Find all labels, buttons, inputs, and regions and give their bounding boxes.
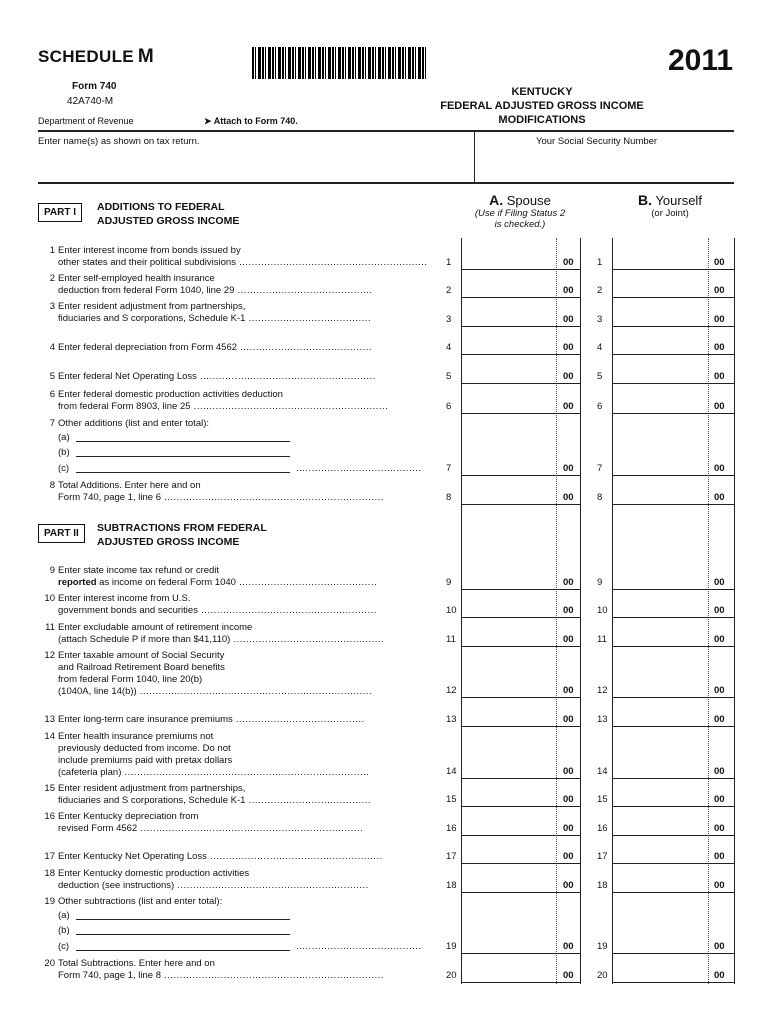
line-7-text: 7 Other additions (list and enter total): <box>49 418 210 429</box>
line-1-amount-b[interactable] <box>612 269 734 270</box>
line-13-cents-a: 00 <box>563 714 574 725</box>
line-5-amount-a[interactable] <box>461 383 581 384</box>
line-7-amount-a[interactable] <box>461 475 581 476</box>
line-2-cents-b: 00 <box>714 285 725 296</box>
line-5-amount-b[interactable] <box>612 383 734 384</box>
line-2-number-b: 2 <box>597 285 603 296</box>
line-11-amount-a[interactable] <box>461 646 581 647</box>
line-20-cents-a: 00 <box>563 970 574 981</box>
line-18-text: 18 Enter Kentucky domestic production activities deduction (see instructions) ............................................................. <box>44 868 369 891</box>
line-11-amount-b[interactable] <box>612 646 734 647</box>
line-18-amount-b[interactable] <box>612 892 734 893</box>
line-3-number-b: 3 <box>597 314 603 325</box>
line-19a-label: (a) <box>58 910 70 921</box>
barcode <box>252 47 428 79</box>
line-13-number-b: 13 <box>597 714 608 725</box>
line-10-cents-b: 00 <box>714 605 725 616</box>
line-20-text: 20 Total Subtractions. Enter here and on Form 740, page 1, line 8 ...................................................................... <box>44 958 384 981</box>
line-10-cents-a: 00 <box>563 605 574 616</box>
line-10-amount-a[interactable] <box>461 617 581 618</box>
line-20-number-b: 20 <box>597 970 608 981</box>
part-2-label: PART II <box>38 524 85 543</box>
line-4-number-b: 4 <box>597 342 603 353</box>
department: Department of Revenue <box>38 116 134 126</box>
attach-instruction: ➤ Attach to Form 740. <box>204 116 298 126</box>
column-a-heading: A. Spouse (Use if Filing Status 2 is checked.) <box>474 192 566 230</box>
line-11-number-b: 11 <box>597 634 607 645</box>
line-3-cents-b: 00 <box>714 314 725 325</box>
name-entry-line[interactable] <box>38 182 734 184</box>
line-2-number-a: 2 <box>446 285 452 296</box>
line-11-number-a: 11 <box>446 634 456 645</box>
line-5-cents-a: 00 <box>563 371 574 382</box>
line-8-amount-a[interactable] <box>461 504 581 505</box>
line-18-cents-b: 00 <box>714 880 725 891</box>
line-7-number-a: 7 <box>446 463 452 474</box>
ssn-label: Your Social Security Number <box>536 136 658 147</box>
line-1-cents-a: 00 <box>563 257 574 268</box>
line-19b-entry[interactable] <box>76 934 290 935</box>
line-13-amount-b[interactable] <box>612 726 734 727</box>
line-16-text: 16 Enter Kentucky depreciation from revised Form 4562 ....................................................................... <box>44 811 364 834</box>
line-19c-label: (c) <box>58 941 70 952</box>
line-16-cents-a: 00 <box>563 823 574 834</box>
line-13-text: 13 Enter long-term care insurance premiums ......................................... <box>44 714 365 725</box>
line-17-cents-a: 00 <box>563 851 574 862</box>
line-18-number-a: 18 <box>446 880 457 891</box>
line-18-amount-a[interactable] <box>461 892 581 893</box>
form-title: KENTUCKY FEDERAL ADJUSTED GROSS INCOME MODIFICATIONS <box>440 86 644 126</box>
column-b-heading: B. Yourself (or Joint) <box>638 192 702 219</box>
line-8-number-b: 8 <box>597 492 603 503</box>
line-14-amount-b[interactable] <box>612 778 734 779</box>
line-1-text: 1 Enter interest income from bonds issued by other states and their political subdivisions ............................................................ <box>49 245 428 268</box>
line-8-amount-b[interactable] <box>612 504 734 505</box>
line-3-cents-a: 00 <box>563 314 574 325</box>
line-17-cents-b: 00 <box>714 851 725 862</box>
line-6-text: 6 Enter federal domestic production activities deduction from federal Form 8903, line 25 .............................................................. <box>49 389 389 412</box>
line-19c-entry[interactable] <box>76 950 290 951</box>
line-17-text: 17 Enter Kentucky Net Operating Loss ....................................................... <box>44 851 383 862</box>
line-6-amount-a[interactable] <box>461 413 581 414</box>
line-16-amount-b[interactable] <box>612 835 734 836</box>
line-17-number-a: 17 <box>446 851 457 862</box>
line-3-number-a: 3 <box>446 314 452 325</box>
line-7a-entry[interactable] <box>76 441 290 442</box>
line-2-amount-a[interactable] <box>461 297 581 298</box>
line-15-number-a: 15 <box>446 794 457 805</box>
line-2-text: 2 Enter self-employed health insurance deduction from federal Form 1040, line 29 ........................................... <box>49 273 373 296</box>
line-10-number-b: 10 <box>597 605 608 616</box>
line-8-cents-b: 00 <box>714 492 725 503</box>
line-5-cents-b: 00 <box>714 371 725 382</box>
line-14-cents-a: 00 <box>563 766 574 777</box>
line-12-cents-b: 00 <box>714 685 725 696</box>
line-7b-label: (b) <box>58 447 70 458</box>
line-13-amount-a[interactable] <box>461 726 581 727</box>
line-7c-label: (c) <box>58 463 70 474</box>
line-1-amount-a[interactable] <box>461 269 581 270</box>
line-19-number-b: 19 <box>597 941 608 952</box>
line-6-cents-a: 00 <box>563 401 574 412</box>
line-10-number-a: 10 <box>446 605 457 616</box>
part-2-title: SUBTRACTIONS FROM FEDERAL ADJUSTED GROSS INCOME <box>97 522 267 548</box>
part-1-label: PART I <box>38 203 82 222</box>
line-14-number-b: 14 <box>597 766 608 777</box>
line-6-amount-b[interactable] <box>612 413 734 414</box>
line-8-text: 8 Total Additions. Enter here and on Form 740, page 1, line 6 ...................................................................... <box>49 480 384 503</box>
line-18-cents-a: 00 <box>563 880 574 891</box>
line-1-cents-b: 00 <box>714 257 725 268</box>
line-6-number-b: 6 <box>597 401 603 412</box>
line-15-number-b: 15 <box>597 794 608 805</box>
schedule-title: SCHEDULE M <box>38 46 155 67</box>
line-7c-entry[interactable] <box>76 472 290 473</box>
line-6-number-a: 6 <box>446 401 452 412</box>
line-4-cents-a: 00 <box>563 342 574 353</box>
line-12-text: 12 Enter taxable amount of Social Security and Railroad Retirement Board benefits from federal Form 1040, line 20(b) (1040A, line 14(b)) .......................................................................... <box>44 650 373 697</box>
line-20-number-a: 20 <box>446 970 457 981</box>
line-14-cents-b: 00 <box>714 766 725 777</box>
line-20-amount-a[interactable] <box>461 982 581 983</box>
line-5-text: 5 Enter federal Net Operating Loss ........................................................ <box>49 371 376 382</box>
names-label: Enter name(s) as shown on tax return. <box>38 136 200 147</box>
line-17-amount-b[interactable] <box>612 863 734 864</box>
line-3-text: 3 Enter resident adjustment from partnerships, fiduciaries and S corporations, Schedule K-1 ....................................... <box>49 301 372 324</box>
line-14-text: 14 Enter health insurance premiums not previously deducted from income. Do not include premiums paid with pretax dollars (cafeteria plan) .............................................................................. <box>44 731 370 778</box>
line-3-amount-b[interactable] <box>612 326 734 327</box>
line-12-amount-a[interactable] <box>461 697 581 698</box>
line-8-cents-a: 00 <box>563 492 574 503</box>
line-7-cents-a: 00 <box>563 463 574 474</box>
line-12-amount-b[interactable] <box>612 697 734 698</box>
line-16-number-a: 16 <box>446 823 457 834</box>
part-1-title: ADDITIONS TO FEDERAL ADJUSTED GROSS INCOME <box>97 201 240 227</box>
line-10-text: 10 Enter interest income from U.S. government bonds and securities ........................................................ <box>44 593 377 616</box>
form-id: 42A740-M <box>67 96 114 107</box>
line-14-amount-a[interactable] <box>461 778 581 779</box>
line-19-text: 19 Other subtractions (list and enter total): <box>44 896 223 907</box>
line-5-number-a: 5 <box>446 371 452 382</box>
line-14-number-a: 14 <box>446 766 457 777</box>
line-9-cents-b: 00 <box>714 577 725 588</box>
line-19-amount-a[interactable] <box>461 953 581 954</box>
line-2-amount-b[interactable] <box>612 297 734 298</box>
line-4-amount-b[interactable] <box>612 354 734 355</box>
line-13-cents-b: 00 <box>714 714 725 725</box>
line-15-text: 15 Enter resident adjustment from partnerships, fiduciaries and S corporations, Schedule K-1 ....................................... <box>44 783 372 806</box>
line-10-amount-b[interactable] <box>612 617 734 618</box>
line-4-amount-a[interactable] <box>461 354 581 355</box>
line-19-cents-a: 00 <box>563 941 574 952</box>
line-5-number-b: 5 <box>597 371 603 382</box>
line-3-amount-a[interactable] <box>461 326 581 327</box>
line-9-number-b: 9 <box>597 577 603 588</box>
line-19-number-a: 19 <box>446 941 457 952</box>
line-4-number-a: 4 <box>446 342 452 353</box>
line-11-text: 11 Enter excludable amount of retirement income (attach Schedule P if more than $41,110) ................................................ <box>45 622 385 645</box>
line-7b-entry[interactable] <box>76 456 290 457</box>
line-9-amount-a[interactable] <box>461 589 581 590</box>
line-20-amount-b[interactable] <box>612 982 734 983</box>
tax-year: 2011 <box>668 44 734 77</box>
line-12-number-b: 12 <box>597 685 608 696</box>
line-13-number-a: 13 <box>446 714 457 725</box>
line-11-cents-b: 00 <box>714 634 725 645</box>
line-16-amount-a[interactable] <box>461 835 581 836</box>
line-16-number-b: 16 <box>597 823 608 834</box>
line-7a-label: (a) <box>58 432 70 443</box>
line-7-number-b: 7 <box>597 463 603 474</box>
line-15-amount-a[interactable] <box>461 806 581 807</box>
line-1-number-a: 1 <box>446 257 452 268</box>
line-17-amount-a[interactable] <box>461 863 581 864</box>
line-15-amount-b[interactable] <box>612 806 734 807</box>
line-2-cents-a: 00 <box>563 285 574 296</box>
line-4-cents-b: 00 <box>714 342 725 353</box>
line-15-cents-b: 00 <box>714 794 725 805</box>
line-19-cents-b: 00 <box>714 941 725 952</box>
line-12-number-a: 12 <box>446 685 457 696</box>
line-7-amount-b[interactable] <box>612 475 734 476</box>
line-15-cents-a: 00 <box>563 794 574 805</box>
line-1-number-b: 1 <box>597 257 603 268</box>
line-6-cents-b: 00 <box>714 401 725 412</box>
line-16-cents-b: 00 <box>714 823 725 834</box>
line-8-number-a: 8 <box>446 492 452 503</box>
line-20-cents-b: 00 <box>714 970 725 981</box>
line-18-number-b: 18 <box>597 880 608 891</box>
line-17-number-b: 17 <box>597 851 608 862</box>
line-9-amount-b[interactable] <box>612 589 734 590</box>
line-9-cents-a: 00 <box>563 577 574 588</box>
line-9-number-a: 9 <box>446 577 452 588</box>
line-4-text: 4 Enter federal depreciation from Form 4562 .......................................... <box>49 342 373 353</box>
form-label: Form 740 <box>72 81 117 92</box>
line-19b-label: (b) <box>58 925 70 936</box>
line-19a-entry[interactable] <box>76 919 290 920</box>
line-11-cents-a: 00 <box>563 634 574 645</box>
line-9-text: 9 Enter state income tax refund or credit reported as income on federal Form 1040 ............................................ <box>49 565 378 588</box>
line-7-cents-b: 00 <box>714 463 725 474</box>
line-12-cents-a: 00 <box>563 685 574 696</box>
line-19-amount-b[interactable] <box>612 953 734 954</box>
